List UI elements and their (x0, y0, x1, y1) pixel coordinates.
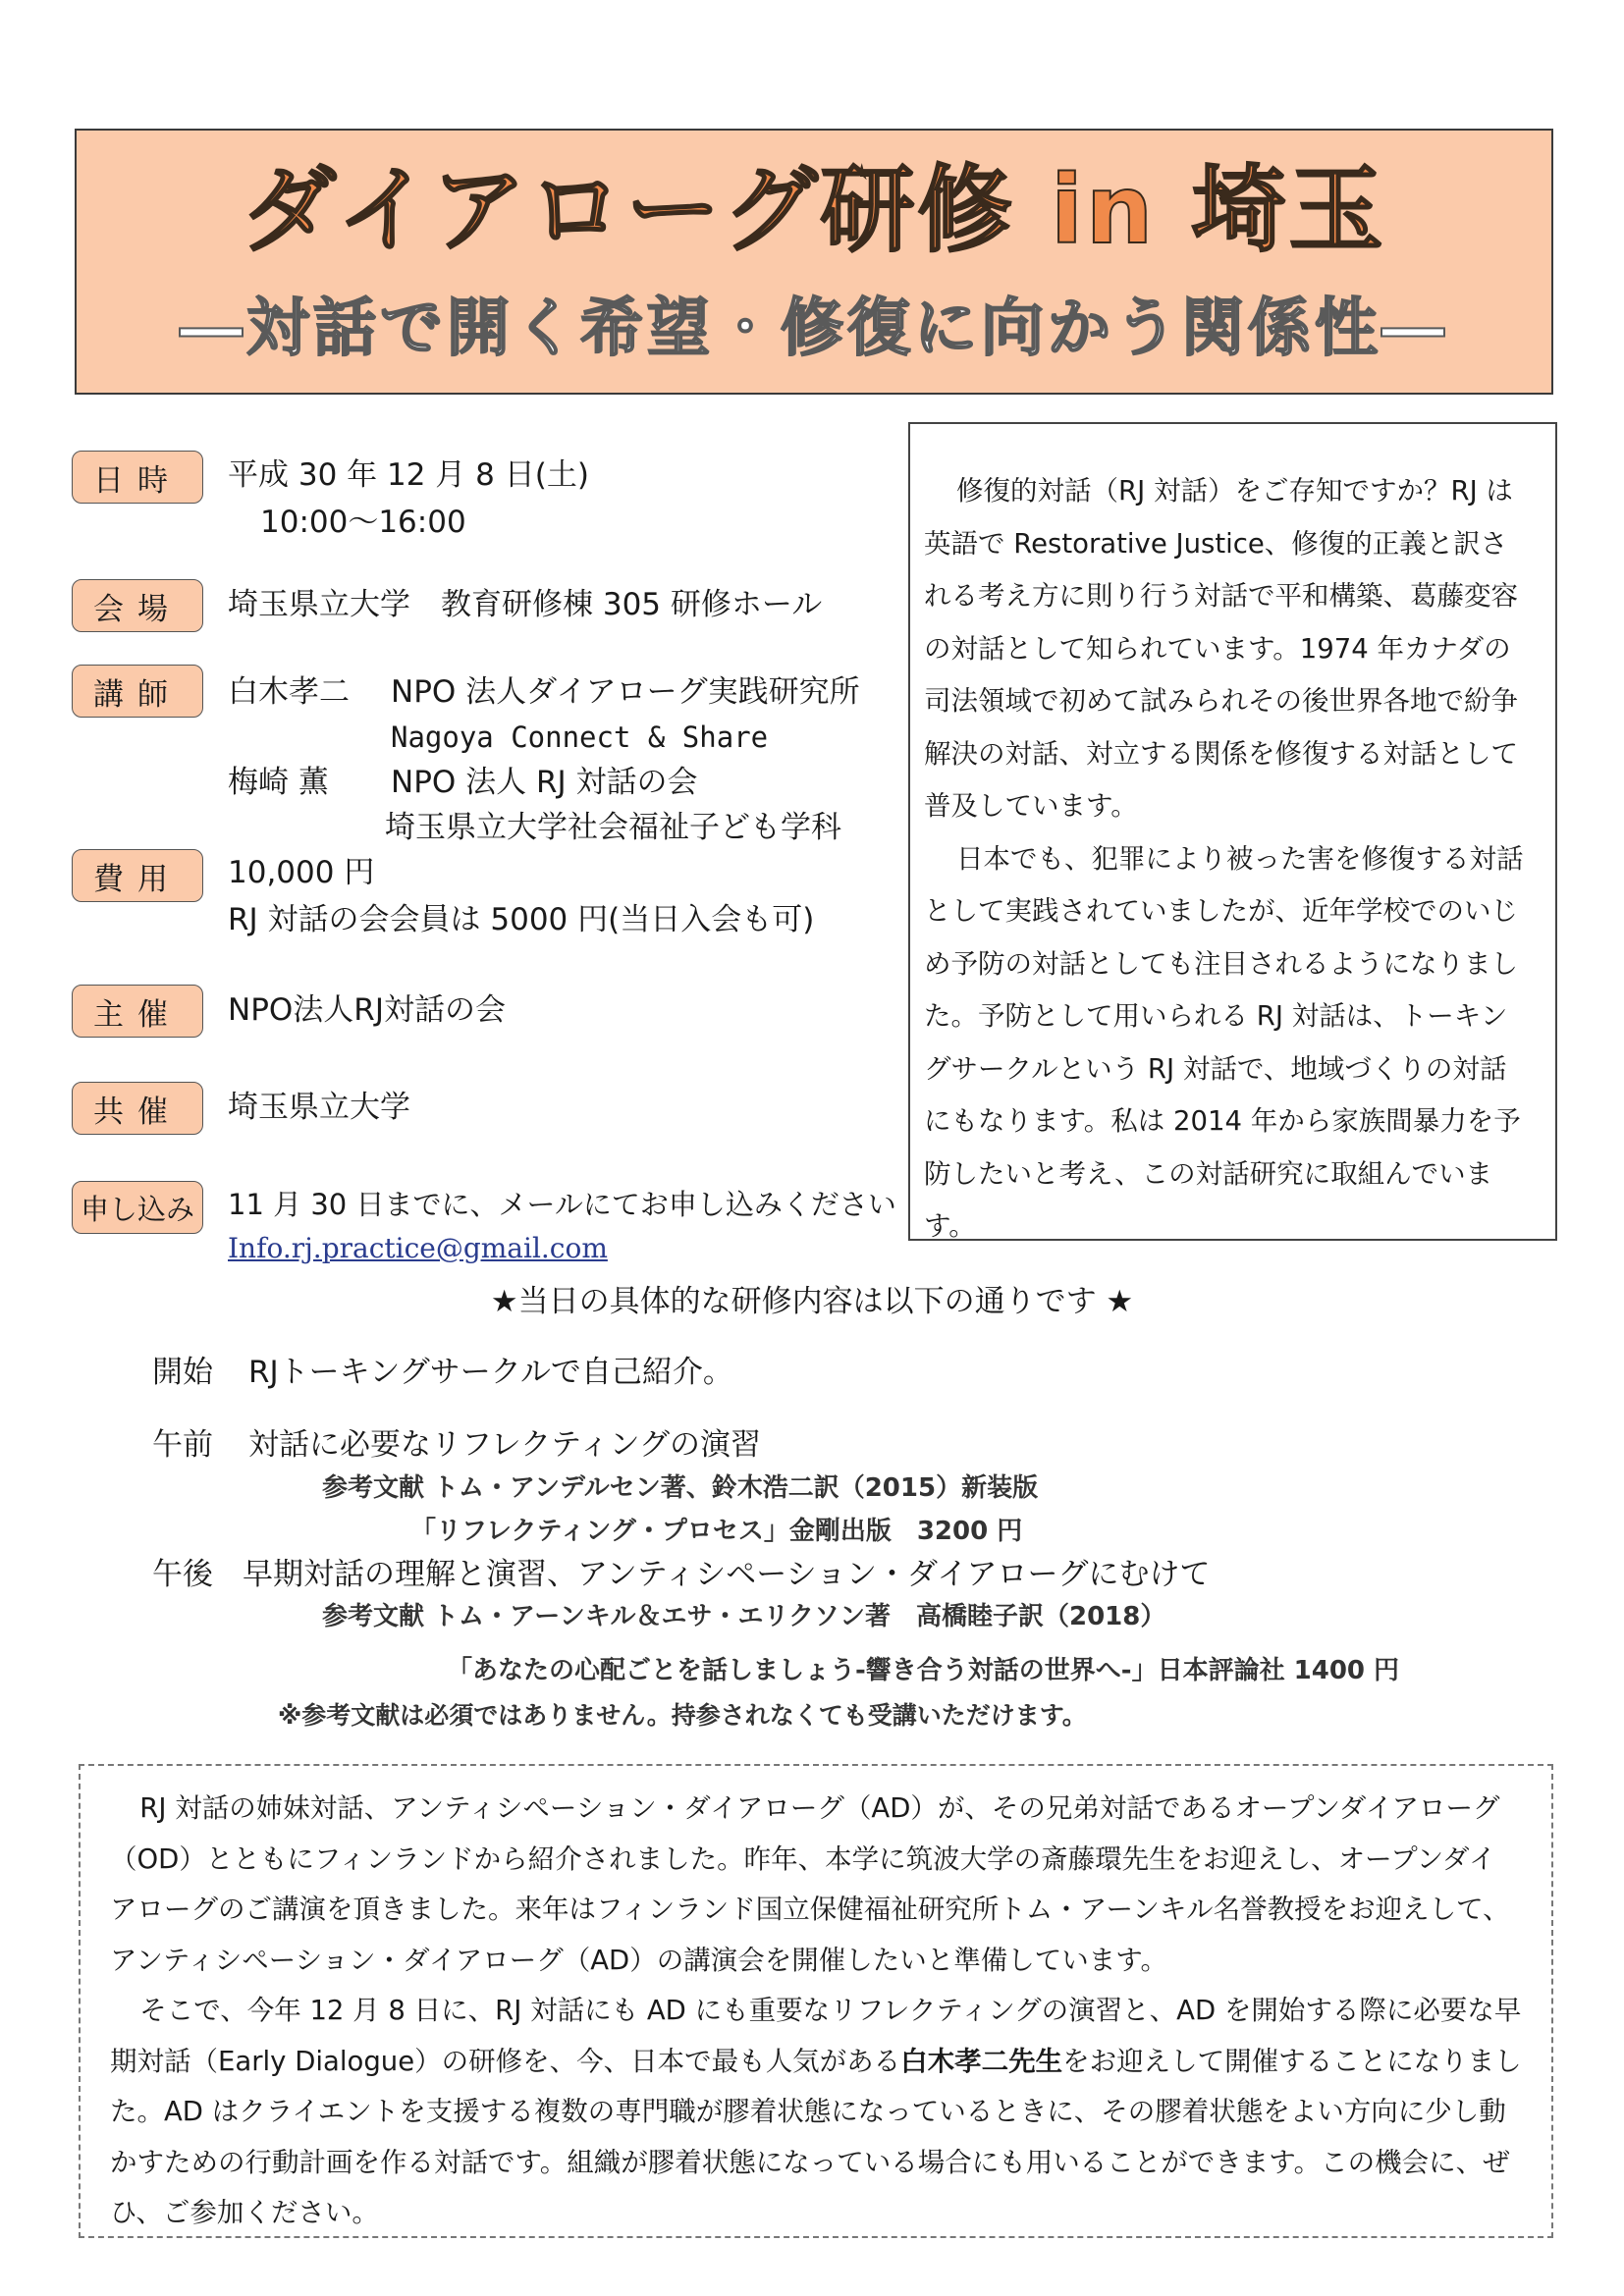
program-am-reference-2: 「リフレクティング・プロセス」金剛出版 3200 円 (410, 1517, 1023, 1546)
program-start-text: RJトーキングサークルで自己紹介。 (248, 1355, 733, 1390)
background-box (79, 1764, 1553, 2238)
background-paragraph-2-a: そこで、今年 12 月 8 日に、RJ 対話にも AD にも重要なリフレクティングの演習と、AD を開始する際に必要な早期対話（Early Dialogue）の研修を、今、日本で最も人気がある (110, 1995, 1522, 2077)
apply-value: 11 月 30 日までに、メールにてお申し込みください (228, 1188, 896, 1221)
background-paragraph-2 (110, 1986, 1522, 2239)
program-am-key: 午前 (152, 1427, 213, 1463)
organizer-label: 主催 (72, 985, 203, 1038)
program-am (152, 1423, 761, 1467)
lecturer-highlight: 白木孝二先生 (900, 2045, 1063, 2077)
background-paragraph-1: RJ 対話の姉妹対話、アンティシペーション・ダイアローグ（AD）が、その兄弟対話であるオープンダイアローグ（OD）とともにフィンランドから紹介されました。昨年、本学に筑波大学の斎藤環先生をお迎えし、オープンダイアローグのご講演を頂きました。来年はフィンランド国立保健福祉研究所トム・アーンキル名誉教授をお迎えして、アンティシペーション・ダイアローグ（AD）の講演会を開催したいと準備しています。 (110, 1792, 1510, 1976)
program-pm-key: 午後 (152, 1557, 213, 1592)
program-pm-text: 早期対話の理解と演習、アンティシペーション・ダイアローグにむけて (243, 1557, 1211, 1592)
fee-label: 費用 (72, 849, 203, 902)
lecturer-1-name: 白木孝二 (228, 674, 350, 710)
program-pm (152, 1553, 1211, 1596)
program-pm-reference-2: 「あなたの心配ごとを話しましょう-響き合う対話の世界へ-」日本評論社 1400 円 (447, 1656, 1400, 1685)
page-title: ダイアローグ研修 in 埼玉 (242, 155, 1386, 265)
lecturer-1-org-2: Nagoya Connect & Share (391, 721, 769, 754)
fee-value: 10,000 円 (228, 855, 375, 890)
cosponsor-label: 共催 (72, 1082, 203, 1135)
lecturer-2-org: NPO 法人 RJ 対話の会 (391, 765, 698, 800)
background-paragraph-2-c: をお迎えして開催することになりました。AD はクライエントを支援する複数の専門職が膠着状態になっているときに、その膠着状態をよい方向に少し動かすための行動計画を作る対話です。組織が膠着状態になっている場合にも用いることができます。この機会に、ぜひ、ご参加ください。 (110, 2045, 1522, 2228)
cosponsor-value: 埼玉県立大学 (228, 1090, 410, 1125)
lecturer-label: 講師 (72, 665, 203, 718)
organizer-value: NPO法人RJ対話の会 (228, 992, 506, 1028)
program-pm-reference-1: 参考文献 トム・アーンキル＆エサ・エリクソン著 高橋睦子訳（2018） (322, 1602, 1166, 1631)
program-am-text: 対話に必要なリフレクティングの演習 (248, 1427, 762, 1463)
page-subtitle: ―対話で開く希望・修復に向かう関係性― (180, 293, 1448, 365)
intro-paragraph-1: 修復的対話（RJ 対話）をご存知ですか？RJ は英語で Restorative Justice、修復的正義と訳される考え方に則り行う対話で平和構築、葛藤変容の対話として知られています。1974 年カナダの司法領域で初めて試みられその後世界各地で紛争解決の対話、対立する関係を修復する対話として普及しています。 (924, 475, 1518, 822)
lecturer-2-name: 梅崎 薫 (228, 765, 329, 800)
venue-value: 埼玉県立大学 教育研修棟 305 研修ホール (228, 587, 823, 622)
date-label: 日時 (72, 451, 203, 504)
apply-label: 申し込み (72, 1181, 203, 1234)
intro-paragraph-2: 日本でも、犯罪により被った害を修復する対話として実践されていましたが、近年学校でのいじめ予防の対話としても注目されるようになりました。予防として用いられる RJ 対話は、トーキングサークルという RJ 対話で、地域づくりの対話にもなります。私は 2014 年から家族間暴力を予防したいと考え、この対話研究に取組んでいます。 (924, 842, 1524, 1242)
program-note: ※参考文献は必須ではありません。持参されなくても受講いただけます。 (278, 1701, 1087, 1730)
title-banner (75, 129, 1553, 395)
program-start (152, 1351, 733, 1394)
date-value: 平成 30 年 12 月 8 日(土) (228, 457, 589, 493)
venue-label: 会場 (72, 579, 203, 632)
program-am-reference-1: 参考文献 トム・アンデルセン著、鈴木浩二訳（2015）新装版 (322, 1473, 1039, 1503)
program-start-key: 開始 (152, 1355, 213, 1390)
apply-email-link[interactable]: Info.rj.practice@gmail.com (228, 1232, 608, 1264)
lecturer-1-org: NPO 法人ダイアローグ実践研究所 (391, 674, 860, 710)
program-heading: ★当日の具体的な研修内容は以下の通りです ★ (490, 1284, 1134, 1319)
lecturer-2-org-2: 埼玉県立大学社会福祉子ども学科 (385, 810, 841, 845)
fee-member-value: RJ 対話の会会員は 5000 円(当日入会も可) (228, 902, 815, 937)
intro-box (908, 422, 1557, 1241)
time-value: 10:00～16:00 (260, 505, 466, 540)
